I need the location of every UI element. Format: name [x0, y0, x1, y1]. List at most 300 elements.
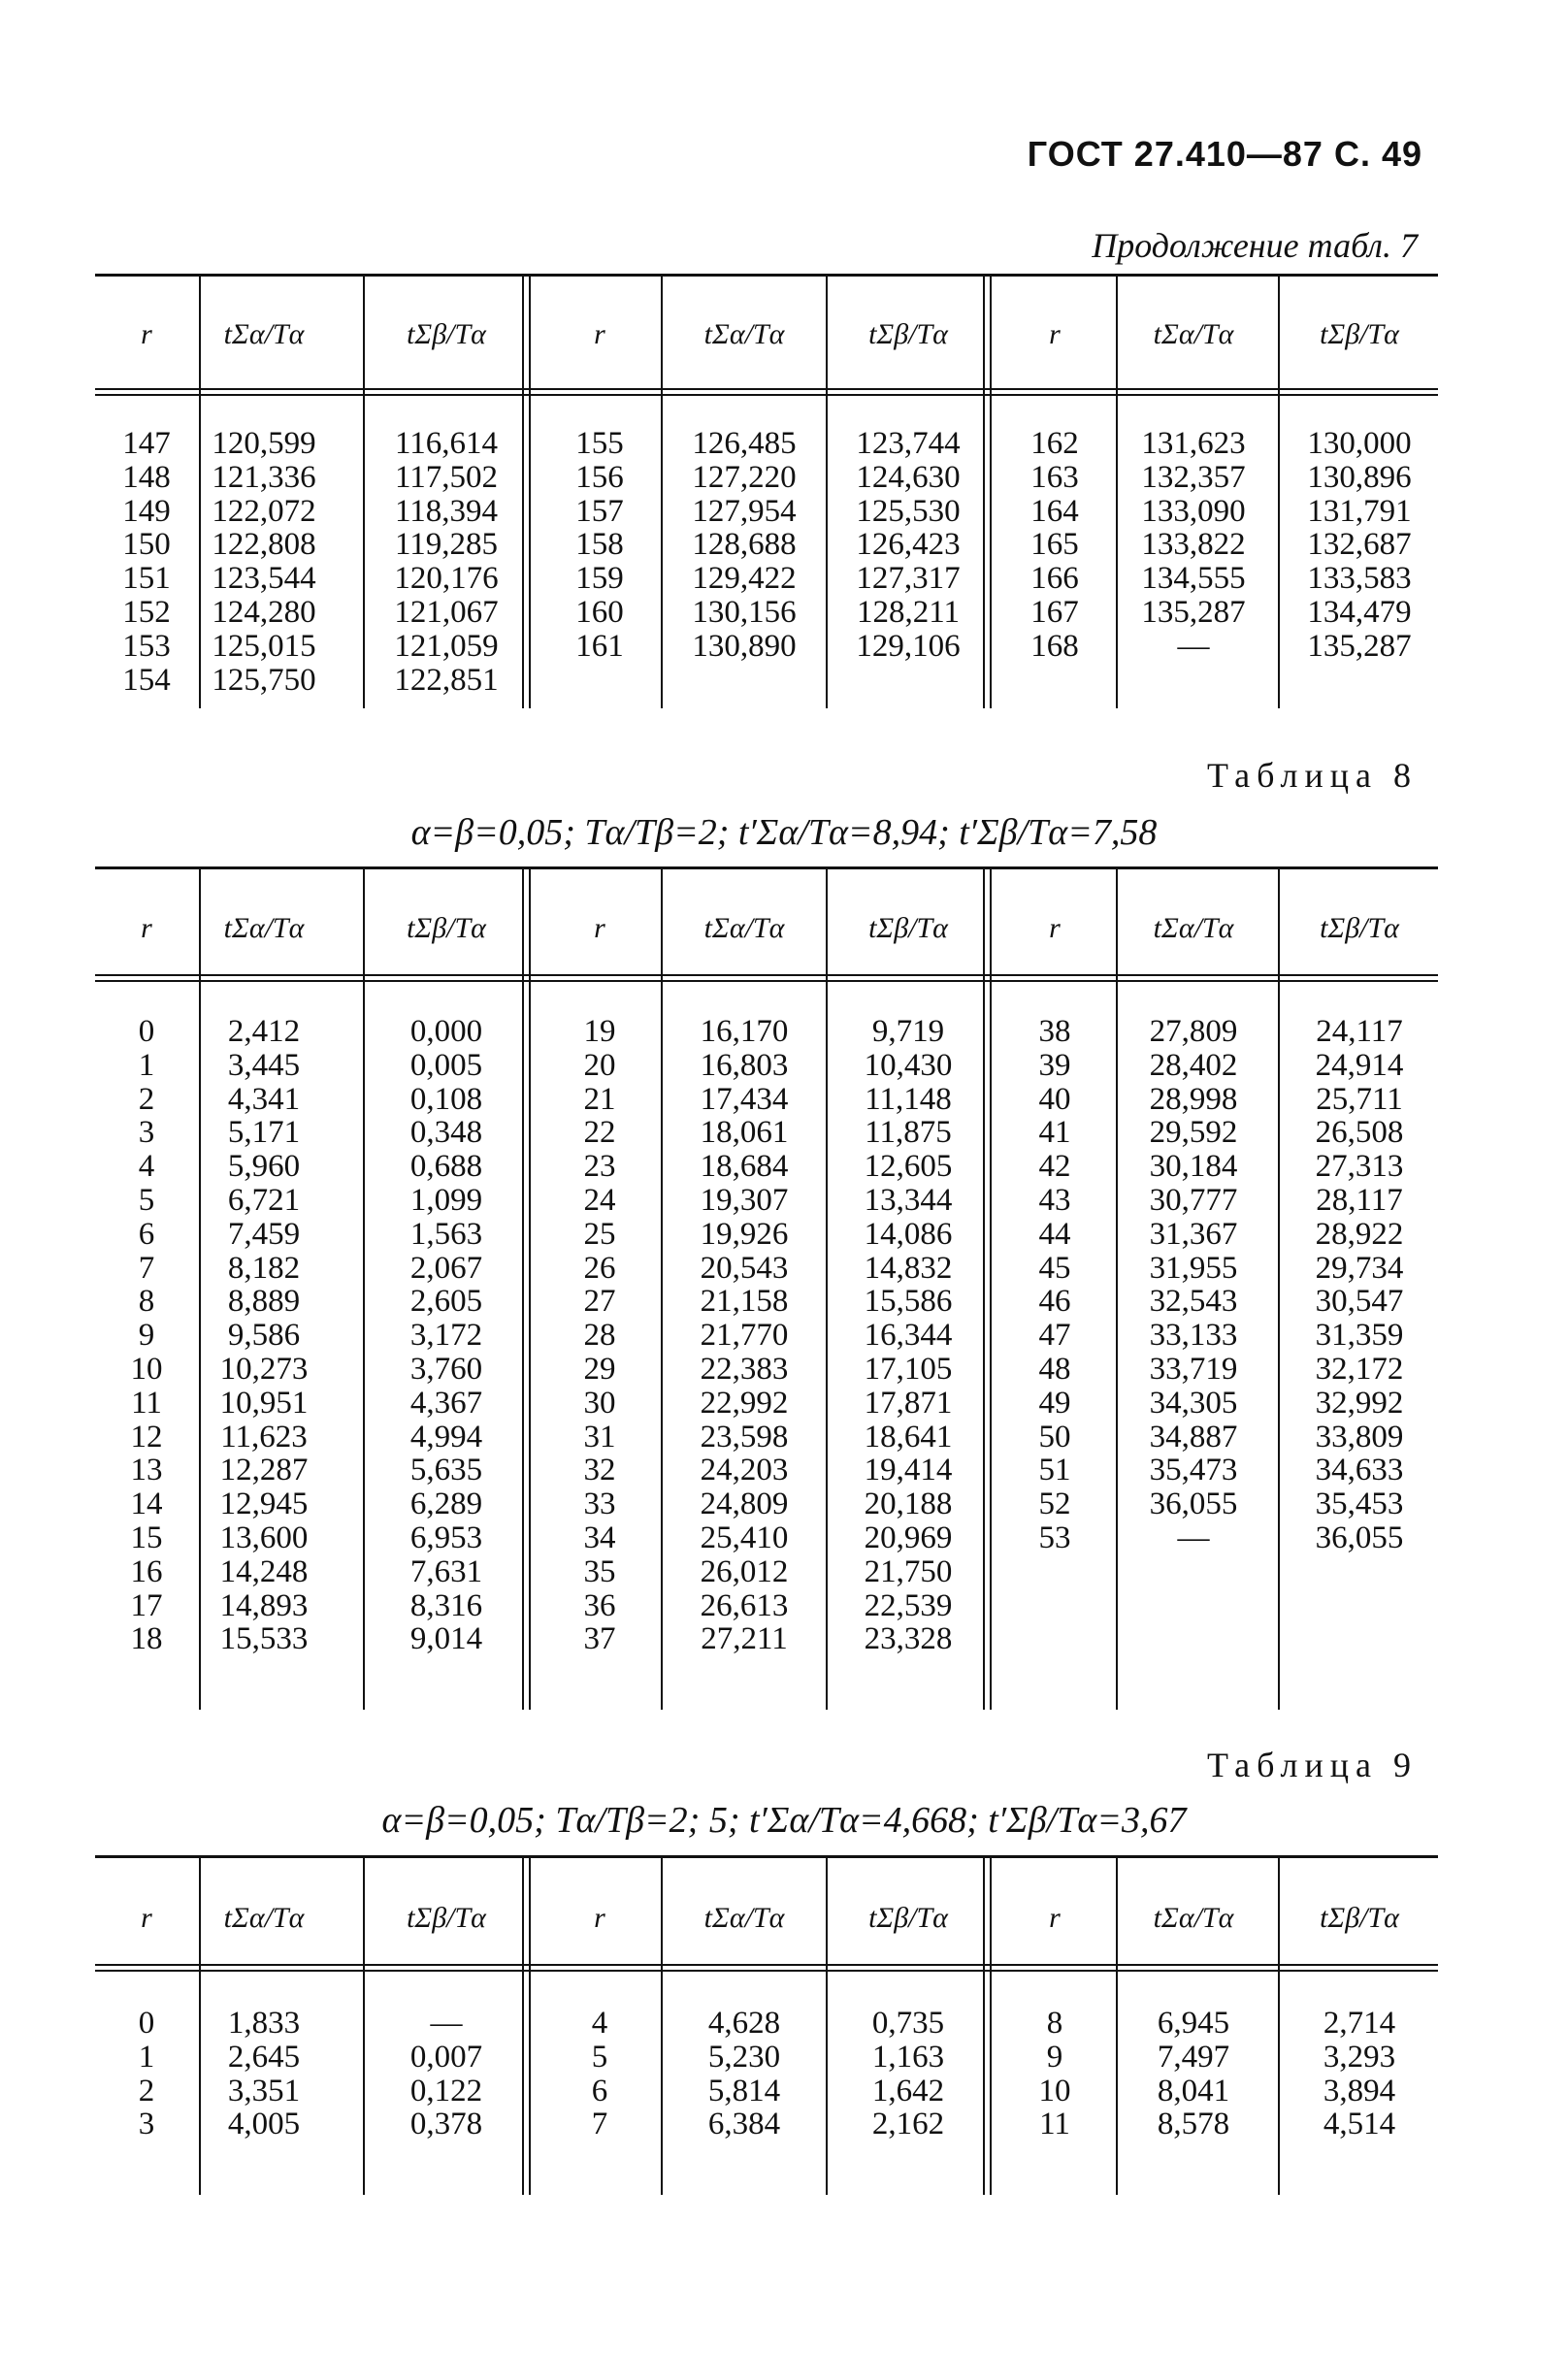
table-cell: 5,814	[707, 2073, 781, 2108]
table-cell: 1,563	[409, 1216, 483, 1252]
table-cell: 31	[583, 1419, 616, 1454]
table-cell: 34,887	[1149, 1419, 1238, 1454]
table9-col-r	[561, 2007, 638, 2141]
table-cell: 129,106	[856, 628, 961, 664]
table-cell: 2	[138, 2073, 155, 2108]
table-cell: 2,067	[409, 1250, 483, 1286]
table-cell: 12,287	[219, 1453, 309, 1488]
table-cell: 39	[1038, 1047, 1071, 1083]
table-cell: 31,367	[1149, 1216, 1238, 1252]
table7-col-ta	[1116, 427, 1271, 664]
table-cell: 3,351	[227, 2073, 301, 2108]
table-cell: 3,293	[1323, 2039, 1396, 2075]
table-cell: 6,289	[409, 1487, 483, 1522]
table-cell: 123,744	[856, 426, 961, 461]
table-cell: 35,473	[1149, 1453, 1238, 1488]
table-cell: 45	[1038, 1250, 1071, 1286]
column-header-r: r	[1049, 1902, 1061, 1934]
table-cell: 122,072	[212, 493, 316, 529]
table-cell: 12	[130, 1419, 163, 1454]
table-cell: 157	[575, 493, 624, 529]
table-cell: 16,344	[864, 1318, 953, 1354]
table-cell: 9,014	[409, 1621, 483, 1657]
table-cell: 14,893	[219, 1587, 309, 1623]
table-cell: 30,184	[1149, 1149, 1238, 1185]
column-header-r: r	[1049, 912, 1061, 944]
table-cell: 132,357	[1141, 459, 1246, 495]
table-cell: 4,005	[227, 2107, 301, 2142]
table-cell: 1,833	[227, 2006, 301, 2041]
table-cell: 20,188	[864, 1487, 953, 1522]
table-cell: 134,479	[1307, 594, 1412, 630]
table9-col-r	[108, 2007, 185, 2141]
table-cell: 148	[122, 459, 171, 495]
column-header-t_alpha: tΣα/Tα	[1153, 912, 1234, 944]
table-cell: 122,851	[394, 662, 499, 698]
table7-col-ta	[667, 427, 822, 664]
table-cell: 1	[138, 2039, 155, 2075]
table-cell: 11,875	[865, 1115, 952, 1151]
table-cell: 49	[1038, 1385, 1071, 1421]
table-cell: 4,367	[409, 1385, 483, 1421]
table-cell: 25,711	[1316, 1081, 1403, 1117]
table-cell: 24,117	[1316, 1014, 1403, 1049]
column-header-t_alpha: tΣα/Tα	[223, 1902, 305, 1934]
table-cell: 16,170	[700, 1014, 789, 1049]
table-cell: 20	[583, 1047, 616, 1083]
table-cell: 13,344	[864, 1182, 953, 1218]
table-cell: 162	[1030, 426, 1079, 461]
table-cell: 156	[575, 459, 624, 495]
table-cell: 6	[138, 1216, 155, 1252]
column-header-r: r	[1049, 318, 1061, 350]
table-cell: 133,822	[1141, 527, 1246, 563]
table-cell: 40	[1038, 1081, 1071, 1117]
table-cell: 0,108	[409, 1081, 483, 1117]
table-cell: 121,059	[394, 628, 499, 664]
table-cell: 41	[1038, 1115, 1071, 1151]
table-cell: 164	[1030, 493, 1079, 529]
table8-caption: Таблица 8	[1207, 756, 1418, 795]
table-cell: 0,000	[409, 1014, 483, 1049]
table-cell: 118,394	[394, 493, 499, 529]
column-header-t_beta: tΣβ/Tα	[1320, 318, 1399, 350]
table-cell: 22,992	[700, 1385, 789, 1421]
table7-column-divider	[661, 274, 663, 708]
table-cell: 1,163	[871, 2039, 945, 2075]
column-header-t_alpha: tΣα/Tα	[223, 318, 305, 350]
table-cell: 21	[583, 1081, 616, 1117]
table-cell: 26,012	[700, 1553, 789, 1589]
table-cell: —	[430, 2006, 463, 2041]
table-cell: 32,172	[1315, 1351, 1404, 1387]
column-header-t_alpha: tΣα/Tα	[703, 1902, 785, 1934]
table-cell: 9,719	[871, 1014, 945, 1049]
table-cell: 34,305	[1149, 1385, 1238, 1421]
table-cell: 14	[130, 1487, 163, 1522]
table-cell: 34	[583, 1520, 616, 1555]
table-cell: 130,156	[692, 594, 797, 630]
table-cell: 21,770	[700, 1318, 789, 1354]
table-cell: 27	[583, 1284, 616, 1320]
table-cell: 14,248	[219, 1553, 309, 1589]
column-header-t_beta: tΣβ/Tα	[868, 1902, 948, 1934]
table-cell: 135,287	[1307, 628, 1412, 664]
table-cell: 48	[1038, 1351, 1071, 1387]
table-cell: 8,578	[1157, 2107, 1230, 2142]
table-cell: 10,430	[864, 1047, 953, 1083]
table-cell: 5	[138, 1182, 155, 1218]
table-cell: 16	[130, 1553, 163, 1589]
table-cell: 18,684	[700, 1149, 789, 1185]
column-header-r: r	[594, 1902, 605, 1934]
table-cell: 8,316	[409, 1587, 483, 1623]
column-header-t_alpha: tΣα/Tα	[703, 912, 785, 944]
table-cell: 165	[1030, 527, 1079, 563]
table-cell: 133,583	[1307, 561, 1412, 597]
table-cell: 14,832	[864, 1250, 953, 1286]
table8-top-rule	[95, 866, 1438, 869]
table-cell: 6	[591, 2073, 608, 2108]
column-header-t_beta: tΣβ/Tα	[407, 318, 486, 350]
table-cell: 8,041	[1157, 2073, 1230, 2108]
table-cell: 18,641	[864, 1419, 953, 1454]
table8-col-ta	[1116, 1015, 1271, 1555]
table8-col-r	[108, 1015, 185, 1656]
table-cell: 28,922	[1315, 1216, 1404, 1252]
table9-col-tb	[364, 2007, 529, 2141]
table9-col-ta	[667, 2007, 822, 2141]
table-cell: 13	[130, 1453, 163, 1488]
table8-col-r	[561, 1015, 638, 1656]
table-cell: 33	[583, 1487, 616, 1522]
table-cell: 31,955	[1149, 1250, 1238, 1286]
table-cell: 131,623	[1141, 426, 1246, 461]
table-cell: 11,623	[220, 1419, 308, 1454]
table-cell: 0,688	[409, 1149, 483, 1185]
table-cell: 36,055	[1315, 1520, 1404, 1555]
table-cell: 130,890	[692, 628, 797, 664]
table-cell: 7	[138, 1250, 155, 1286]
table-cell: 129,422	[692, 561, 797, 597]
table-cell: 130,000	[1307, 426, 1412, 461]
table-cell: 7,459	[227, 1216, 301, 1252]
table-cell: 21,750	[864, 1553, 953, 1589]
table7-col-tb	[1277, 427, 1442, 664]
table-cell: 131,791	[1307, 493, 1412, 529]
table-cell: 21,158	[700, 1284, 789, 1320]
table-cell: 2,714	[1323, 2006, 1396, 2041]
table9-col-r	[1016, 2007, 1094, 2141]
table-cell: 19	[583, 1014, 616, 1049]
table-cell: 23,328	[864, 1621, 953, 1657]
table7-col-ta	[186, 427, 342, 697]
column-header-t_beta: tΣβ/Tα	[1320, 912, 1399, 944]
table-cell: 0,007	[409, 2039, 483, 2075]
table-cell: —	[1177, 1520, 1210, 1555]
table-cell: 33,719	[1149, 1351, 1238, 1387]
table-cell: 3	[138, 2107, 155, 2142]
table-cell: 126,423	[856, 527, 961, 563]
table-cell: 3,894	[1323, 2073, 1396, 2108]
column-header-r: r	[594, 912, 605, 944]
table-cell: 120,599	[212, 426, 316, 461]
table9-col-ta	[1116, 2007, 1271, 2141]
table-cell: 16,803	[700, 1047, 789, 1083]
table-cell: 163	[1030, 459, 1079, 495]
table-cell: 11	[131, 1385, 162, 1421]
table-cell: 20,543	[700, 1250, 789, 1286]
table-cell: 19,926	[700, 1216, 789, 1252]
column-header-r: r	[141, 1902, 152, 1934]
table-cell: 27,809	[1149, 1014, 1238, 1049]
table-cell: 133,090	[1141, 493, 1246, 529]
table-cell: 11,148	[865, 1081, 952, 1117]
table-cell: 26	[583, 1250, 616, 1286]
table-cell: 29,592	[1149, 1115, 1238, 1151]
table-cell: 147	[122, 426, 171, 461]
table9-caption: Таблица 9	[1207, 1746, 1418, 1784]
table-cell: 10,951	[219, 1385, 309, 1421]
table-cell: 128,211	[856, 594, 961, 630]
table-cell: 8	[1046, 2006, 1063, 2041]
table-cell: 22,539	[864, 1587, 953, 1623]
table-cell: —	[1177, 628, 1210, 664]
table8-col-ta	[667, 1015, 822, 1656]
table-cell: 46	[1038, 1284, 1071, 1320]
table-cell: 32	[583, 1453, 616, 1488]
table9-col-ta	[186, 2007, 342, 2141]
table9-col-tb	[826, 2007, 991, 2141]
table-cell: 36	[583, 1587, 616, 1623]
table-cell: 28,117	[1316, 1182, 1403, 1218]
table-cell: 52	[1038, 1487, 1071, 1522]
table-cell: 30	[583, 1385, 616, 1421]
column-header-r: r	[141, 912, 152, 944]
table-cell: 120,176	[394, 561, 499, 597]
table-cell: 30,547	[1315, 1284, 1404, 1320]
table-cell: 128,688	[692, 527, 797, 563]
table-cell: 18	[130, 1621, 163, 1657]
table-cell: 124,280	[212, 594, 316, 630]
table-cell: 6,721	[227, 1182, 301, 1218]
table-cell: 127,954	[692, 493, 797, 529]
table-cell: 42	[1038, 1149, 1071, 1185]
table-cell: 159	[575, 561, 624, 597]
table-cell: 125,530	[856, 493, 961, 529]
table-cell: 127,317	[856, 561, 961, 597]
table-cell: 149	[122, 493, 171, 529]
table-cell: 9	[1046, 2039, 1063, 2075]
table-cell: 24,914	[1315, 1047, 1404, 1083]
table-cell: 0,348	[409, 1115, 483, 1151]
table-cell: 13,600	[219, 1520, 309, 1555]
table-cell: 22	[583, 1115, 616, 1151]
table9-col-tb	[1277, 2007, 1442, 2141]
column-header-t_beta: tΣβ/Tα	[407, 912, 486, 944]
table-cell: 20,969	[864, 1520, 953, 1555]
table-cell: 122,808	[212, 527, 316, 563]
table-cell: 4	[591, 2006, 608, 2041]
table-cell: 43	[1038, 1182, 1071, 1218]
column-header-t_beta: tΣβ/Tα	[868, 318, 948, 350]
column-header-t_beta: tΣβ/Tα	[407, 1902, 486, 1934]
table9-column-divider	[661, 1855, 663, 2195]
table-cell: 12,945	[219, 1487, 309, 1522]
table-cell: 47	[1038, 1318, 1071, 1354]
table8-header-rule	[95, 974, 1438, 982]
table-cell: 44	[1038, 1216, 1071, 1252]
table8-column-divider	[661, 866, 663, 1710]
table-cell: 38	[1038, 1014, 1071, 1049]
table-cell: 8	[138, 1284, 155, 1320]
table-cell: 167	[1030, 594, 1079, 630]
table-cell: 6,953	[409, 1520, 483, 1555]
table-cell: 37	[583, 1621, 616, 1657]
table-cell: 32,543	[1149, 1284, 1238, 1320]
table-cell: 24,203	[700, 1453, 789, 1488]
table-cell: 1,642	[871, 2073, 945, 2108]
table7-top-rule	[95, 274, 1438, 277]
table-cell: 35	[583, 1553, 616, 1589]
table-cell: 31,359	[1315, 1318, 1404, 1354]
table-cell: 36,055	[1149, 1487, 1238, 1522]
table-cell: 134,555	[1141, 561, 1246, 597]
table-cell: 25,410	[700, 1520, 789, 1555]
table-cell: 0	[138, 2006, 155, 2041]
table-cell: 0	[138, 1014, 155, 1049]
table8-col-ta	[186, 1015, 342, 1656]
table-cell: 124,630	[856, 459, 961, 495]
table-cell: 135,287	[1141, 594, 1246, 630]
table-cell: 125,750	[212, 662, 316, 698]
table-cell: 26,508	[1315, 1115, 1404, 1151]
table-cell: 0,005	[409, 1047, 483, 1083]
table-cell: 161	[575, 628, 624, 664]
table-cell: 5,171	[227, 1115, 301, 1151]
table-cell: 23	[583, 1149, 616, 1185]
table-cell: 17,871	[864, 1385, 953, 1421]
table-cell: 155	[575, 426, 624, 461]
table-cell: 5	[591, 2039, 608, 2075]
column-header-t_beta: tΣβ/Tα	[868, 912, 948, 944]
table-cell: 17	[130, 1587, 163, 1623]
table7-col-r	[108, 427, 185, 697]
table-cell: 10	[1038, 2073, 1071, 2108]
table-cell: 166	[1030, 561, 1079, 597]
table-cell: 22,383	[700, 1351, 789, 1387]
table-cell: 34,633	[1315, 1453, 1404, 1488]
table-cell: 150	[122, 527, 171, 563]
table8-col-r	[1016, 1015, 1094, 1555]
table-cell: 168	[1030, 628, 1079, 664]
table-cell: 28,402	[1149, 1047, 1238, 1083]
table8-params: α=β=0,05; Tα/Tβ=2; t′Σα/Tα=8,94; t′Σβ/Tα=7,58	[410, 812, 1158, 853]
table-cell: 23,598	[700, 1419, 789, 1454]
table-cell: 119,285	[394, 527, 499, 563]
table-cell: 1	[138, 1047, 155, 1083]
table-cell: 15,586	[864, 1284, 953, 1320]
table-cell: 2,162	[871, 2107, 945, 2142]
table-cell: 35,453	[1315, 1487, 1404, 1522]
table-cell: 15,533	[219, 1621, 309, 1657]
page-header: ГОСТ 27.410—87 С. 49	[1027, 134, 1422, 174]
table7-col-tb	[826, 427, 991, 664]
table-cell: 123,544	[212, 561, 316, 597]
table-cell: 19,307	[700, 1182, 789, 1218]
table-cell: 3,172	[409, 1318, 483, 1354]
table-cell: 51	[1038, 1453, 1071, 1488]
table-cell: 30,777	[1149, 1182, 1238, 1218]
table-cell: 29,734	[1315, 1250, 1404, 1286]
table9-params: α=β=0,05; Tα/Tβ=2; 5; t′Σα/Tα=4,668; t′Σβ/Tα=3,67	[381, 1800, 1187, 1841]
column-header-t_alpha: tΣα/Tα	[703, 318, 785, 350]
table-cell: 3,760	[409, 1351, 483, 1387]
table-cell: 53	[1038, 1520, 1071, 1555]
table-cell: 17,105	[864, 1351, 953, 1387]
table-cell: 9,586	[227, 1318, 301, 1354]
table-cell: 24	[583, 1182, 616, 1218]
table7-col-r	[561, 427, 638, 664]
table-cell: 17,434	[700, 1081, 789, 1117]
column-header-r: r	[141, 318, 152, 350]
table9-top-rule	[95, 1855, 1438, 1858]
table8-col-tb	[364, 1015, 529, 1656]
table-cell: 160	[575, 594, 624, 630]
table-cell: 127,220	[692, 459, 797, 495]
column-header-t_alpha: tΣα/Tα	[223, 912, 305, 944]
table-cell: 7,497	[1157, 2039, 1230, 2075]
table7-col-tb	[364, 427, 529, 697]
table-cell: 7,631	[409, 1553, 483, 1589]
table-cell: 2,645	[227, 2039, 301, 2075]
column-header-r: r	[594, 318, 605, 350]
table-cell: 6,384	[707, 2107, 781, 2142]
table-cell: 26,613	[700, 1587, 789, 1623]
table-cell: 4,514	[1323, 2107, 1396, 2142]
table-cell: 10	[130, 1351, 163, 1387]
column-header-t_alpha: tΣα/Tα	[1153, 1902, 1234, 1934]
table-cell: 14,086	[864, 1216, 953, 1252]
column-header-t_alpha: tΣα/Tα	[1153, 318, 1234, 350]
table-cell: 27,313	[1315, 1149, 1404, 1185]
table-cell: 2	[138, 1081, 155, 1117]
table-cell: 11	[1039, 2107, 1070, 2142]
table-cell: 33,809	[1315, 1419, 1404, 1454]
table-cell: 117,502	[394, 459, 499, 495]
table-cell: 125,015	[212, 628, 316, 664]
table-cell: 19,414	[864, 1453, 953, 1488]
table-cell: 116,614	[394, 426, 499, 461]
table-cell: 151	[122, 561, 171, 597]
table-cell: 121,067	[394, 594, 499, 630]
table-cell: 29	[583, 1351, 616, 1387]
table-cell: 24,809	[700, 1487, 789, 1522]
table-cell: 3,445	[227, 1047, 301, 1083]
table-cell: 0,378	[409, 2107, 483, 2142]
table-cell: 25	[583, 1216, 616, 1252]
table-cell: 8,889	[227, 1284, 301, 1320]
table9-header-rule	[95, 1964, 1438, 1972]
table-cell: 130,896	[1307, 459, 1412, 495]
table-cell: 158	[575, 527, 624, 563]
table-cell: 5,635	[409, 1453, 483, 1488]
table-cell: 3	[138, 1115, 155, 1151]
table-cell: 152	[122, 594, 171, 630]
column-header-t_beta: tΣβ/Tα	[1320, 1902, 1399, 1934]
table-cell: 4,341	[227, 1081, 301, 1117]
table-cell: 153	[122, 628, 171, 664]
